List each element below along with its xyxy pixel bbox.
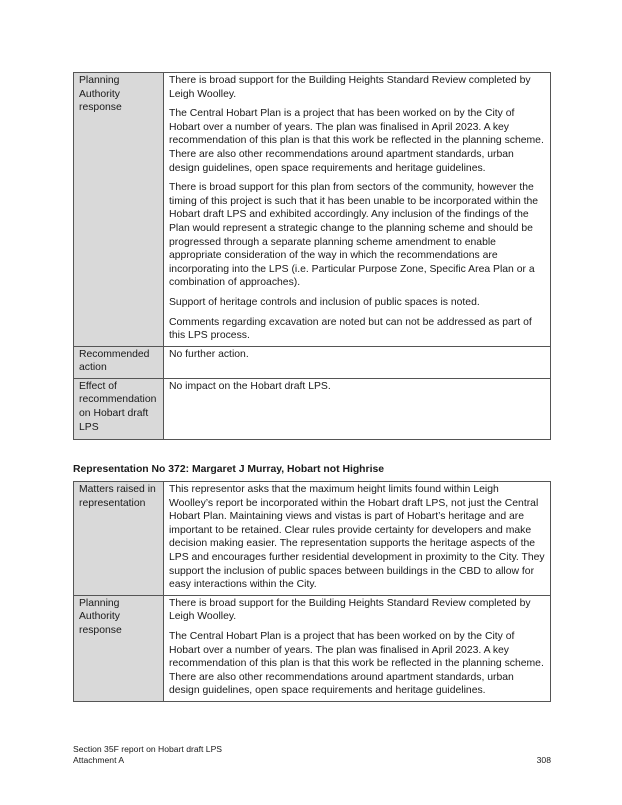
row-content bbox=[164, 346, 551, 378]
paragraph: The Central Hobart Plan is a project that has been worked on by the City of Hobart over a number of years. The plan was finalised in April 2023. A key recommendation of this plan is that this work be reflected in the planning scheme. There are also other recommendations around apartment standards, urban design guidelines, open space requirements and heritage guidelines. bbox=[169, 630, 544, 697]
representation-heading: Representation No 372: Margaret J Murray, Hobart not Highrise bbox=[73, 464, 385, 475]
row-label: Planning Authority response bbox=[74, 73, 164, 347]
footer-attachment: Attachment A bbox=[73, 755, 125, 765]
paragraph: There is broad support for this plan from sectors of the community, however the timing of this project is such that it has been unable to be incorporated within the Hobart draft LPS and exhibited accordingly. Any inclusion of the findings of the Plan would represent a strategic change to the planning scheme and should be progressed through a separate planning scheme amendment to enable appropriate consideration of the way in which the recommendations are incorporating into the LPS (i.e. Particular Purpose Zone, Specific Area Plan or a combination of approaches). bbox=[169, 182, 539, 289]
table-row bbox=[74, 595, 551, 701]
row-label: Recommended action bbox=[74, 346, 164, 378]
table-row bbox=[74, 482, 551, 596]
table-row bbox=[74, 73, 551, 347]
page-footer bbox=[73, 744, 551, 766]
page-number: 308 bbox=[536, 755, 551, 765]
row-content bbox=[164, 482, 551, 596]
response-table-2 bbox=[73, 481, 551, 702]
paragraph: Support of heritage controls and inclusion of public spaces is noted. bbox=[169, 296, 480, 308]
row-content bbox=[164, 73, 551, 347]
response-table-1 bbox=[73, 72, 551, 440]
table-row bbox=[74, 378, 551, 439]
row-label: Matters raised in representation bbox=[74, 482, 164, 596]
row-content bbox=[164, 595, 551, 701]
paragraph: The Central Hobart Plan is a project that has been worked on by the City of Hobart over a number of years. The plan was finalised in April 2023. A key recommendation of this plan is that this work be reflected in the planning scheme. There are also other recommendations around apartment standards, urban design guidelines, open space requirements and heritage guidelines. bbox=[169, 108, 544, 174]
paragraph: There is broad support for the Building Heights Standard Review completed by Leigh Woolley. bbox=[169, 75, 531, 100]
paragraph: There is broad support for the Building Heights Standard Review completed by Leigh Woolley. bbox=[169, 597, 531, 623]
paragraph: This representor asks that the maximum height limits found within Leigh Woolley’s report be incorporated within the Hobart draft LPS, not just the Central Hobart Plan. Maintaining views and vistas is part of Hobart’s heritage and are important to be retained. Clear rules provide certainty for developers and make decision making easier. The representation supports the heritage aspects of the LPS and encourages further residential development in proximity to the City. They support the inclusion of public spaces between buildings in the CBD to allow for easy interactions within the City. bbox=[169, 484, 545, 591]
row-label: Effect of recommendation on Hobart draft LPS bbox=[74, 378, 164, 439]
table-row bbox=[74, 346, 551, 378]
footer-report-title: Section 35F report on Hobart draft LPS bbox=[73, 744, 223, 754]
paragraph: Comments regarding excavation are noted but can not be addressed as part of this LPS process. bbox=[169, 316, 532, 342]
row-content bbox=[164, 378, 551, 439]
paragraph: No impact on the Hobart draft LPS. bbox=[169, 380, 331, 392]
paragraph: No further action. bbox=[169, 348, 249, 360]
row-label: Planning Authority response bbox=[74, 595, 164, 701]
